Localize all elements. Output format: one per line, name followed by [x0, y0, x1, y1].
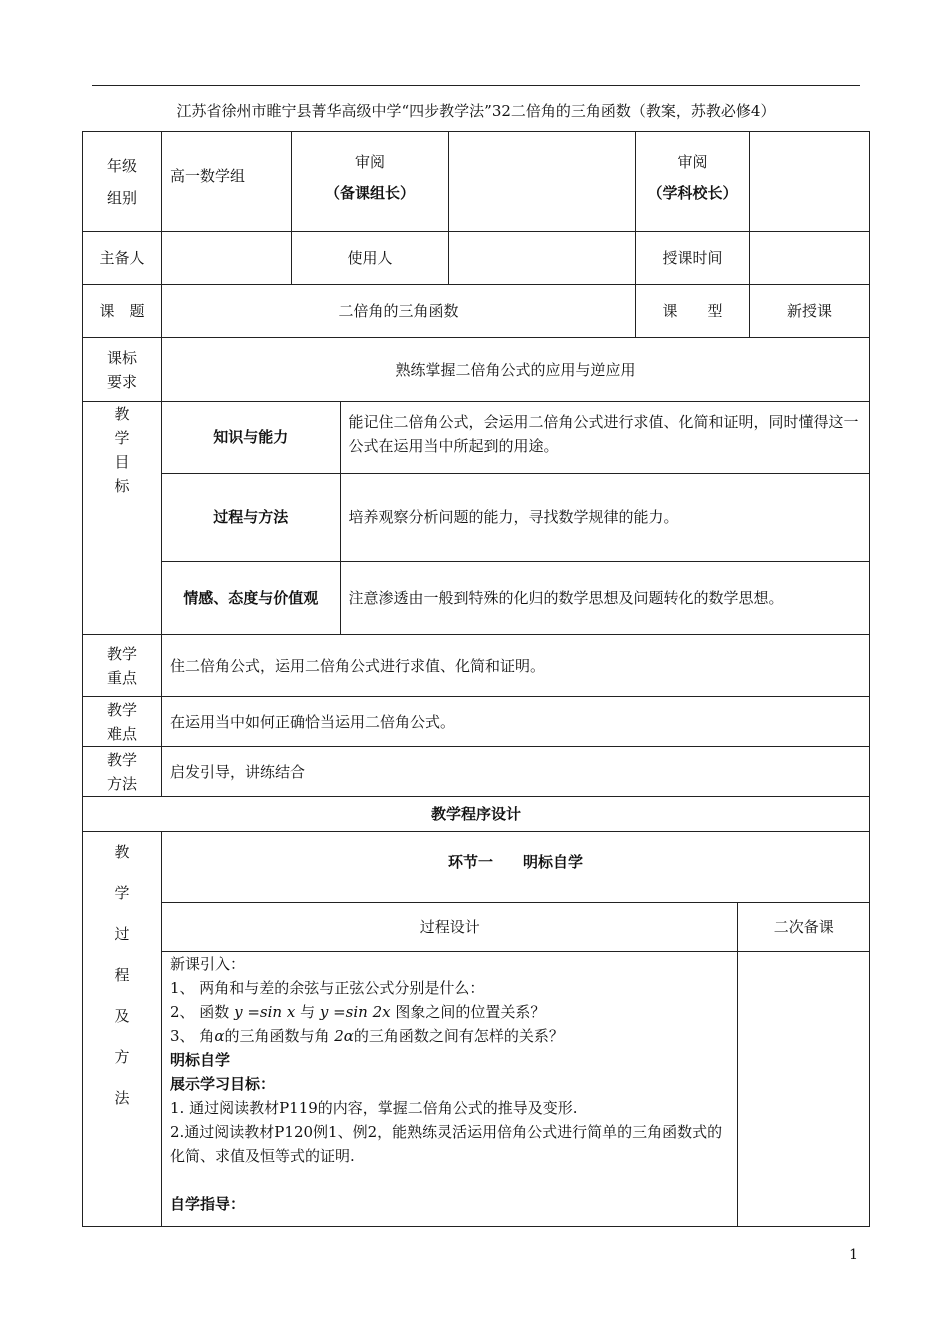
- question-3: 3、 角α的三角函数与角 2α的三角函数之间有怎样的关系？: [170, 1026, 564, 1045]
- lesson-plan-table: [82, 131, 870, 1227]
- blank-line: [170, 1168, 729, 1192]
- grade-value: 高一数学组: [162, 132, 292, 232]
- row-difficulty: [83, 697, 870, 747]
- question-2: 2、 函数 y =sin x 与 y =sin 2x 图象之间的位置关系？: [170, 1002, 546, 1021]
- key-point-text: 住二倍角公式，运用二倍角公式进行求值、化简和证明。: [162, 635, 870, 697]
- goals-cell: [162, 402, 870, 635]
- goal-row-knowledge: [162, 402, 869, 473]
- goal-text: 能记住二倍角公式，会运用二倍角公式进行求值、化简和证明，同时懂得这一公式在运用当中所起到的用途。: [340, 402, 869, 473]
- process-section-row: [162, 832, 869, 902]
- user-value: [449, 232, 636, 285]
- type-label: 课 型: [636, 285, 750, 338]
- design-title: 教学程序设计: [83, 797, 870, 832]
- preparer-value: [162, 232, 292, 285]
- learning-goal-2: 2.通过阅读教材P120例1、例2，能熟练灵活运用倍角公式进行简单的三角函数式的化简、求值及恒等式的证明.: [170, 1122, 723, 1165]
- goal-name: 情感、态度与价值观: [162, 561, 340, 634]
- goal-text: 培养观察分析问题的能力，寻找数学规律的能力。: [340, 473, 869, 561]
- review-leader-value: [449, 132, 636, 232]
- intro-text: 新课引入：: [170, 954, 246, 973]
- row-preparer: [83, 232, 870, 285]
- process-header-row: [162, 902, 869, 951]
- row-method: [83, 747, 870, 797]
- document-header-title: 江苏省徐州市睢宁县菁华高级中学“四步教学法”32二倍角的三角函数（教案，苏教必修4）: [176, 102, 776, 120]
- review-leader-label: 审阅 （备课组长）: [292, 132, 449, 232]
- process-table: [162, 832, 869, 1226]
- process-cell: [162, 832, 870, 1227]
- self-guide-title: 自学指导：: [170, 1194, 246, 1213]
- show-goals-title: 展示学习目标：: [170, 1074, 276, 1093]
- goal-row-emotion: [162, 561, 869, 634]
- second-prep-cell: [738, 951, 869, 1226]
- section-title: 环节一 明标自学: [162, 832, 869, 902]
- method-label: 教学 方法: [83, 747, 162, 797]
- row-requirement: [83, 338, 870, 402]
- header-rule: [92, 85, 860, 86]
- preparer-label: 主备人: [83, 232, 162, 285]
- type-value: 新授课: [750, 285, 870, 338]
- grade-label: 年级 组别: [83, 132, 162, 232]
- col-design-header: 过程设计: [162, 902, 738, 951]
- goal-title: 明标自学: [170, 1050, 231, 1069]
- key-point-label: 教学 重点: [83, 635, 162, 697]
- process-content: [162, 951, 738, 1226]
- time-value: [750, 232, 870, 285]
- requirement-label: 课标 要求: [83, 338, 162, 402]
- goal-text: 注意渗透由一般到特殊的化归的数学思想及问题转化的数学思想。: [340, 561, 869, 634]
- user-label: 使用人: [292, 232, 449, 285]
- method-text: 启发引导，讲练结合: [162, 747, 870, 797]
- row-grade: [83, 132, 870, 232]
- goals-table: [162, 402, 869, 634]
- question-1: 1、 两角和与差的余弦与正弦公式分别是什么：: [170, 978, 485, 997]
- row-key-point: [83, 635, 870, 697]
- difficulty-text: 在运用当中如何正确恰当运用二倍角公式。: [162, 697, 870, 747]
- review-principal-label: 审阅 （学科校长）: [636, 132, 750, 232]
- col-second-header: 二次备课: [738, 902, 869, 951]
- page-number: 1: [849, 1247, 858, 1263]
- topic-label: 课 题: [83, 285, 162, 338]
- topic-value: 二倍角的三角函数: [162, 285, 636, 338]
- row-design-title: [83, 797, 870, 832]
- goal-row-process: [162, 473, 869, 561]
- goal-name: 过程与方法: [162, 473, 340, 561]
- process-label: 教 学 过 程 及 方 法: [83, 832, 162, 1227]
- requirement-value: 熟练掌握二倍角公式的应用与逆应用: [162, 338, 870, 402]
- goal-name: 知识与能力: [162, 402, 340, 473]
- difficulty-label: 教学 难点: [83, 697, 162, 747]
- row-topic: [83, 285, 870, 338]
- time-label: 授课时间: [636, 232, 750, 285]
- goals-label: 教 学 目 标: [83, 402, 162, 635]
- row-goals: [83, 402, 870, 635]
- learning-goal-1: 1. 通过阅读教材P119的内容，掌握二倍角公式的推导及变形.: [170, 1098, 578, 1117]
- row-process: [83, 832, 870, 1227]
- process-content-row: [162, 951, 869, 1226]
- review-principal-value: [750, 132, 870, 232]
